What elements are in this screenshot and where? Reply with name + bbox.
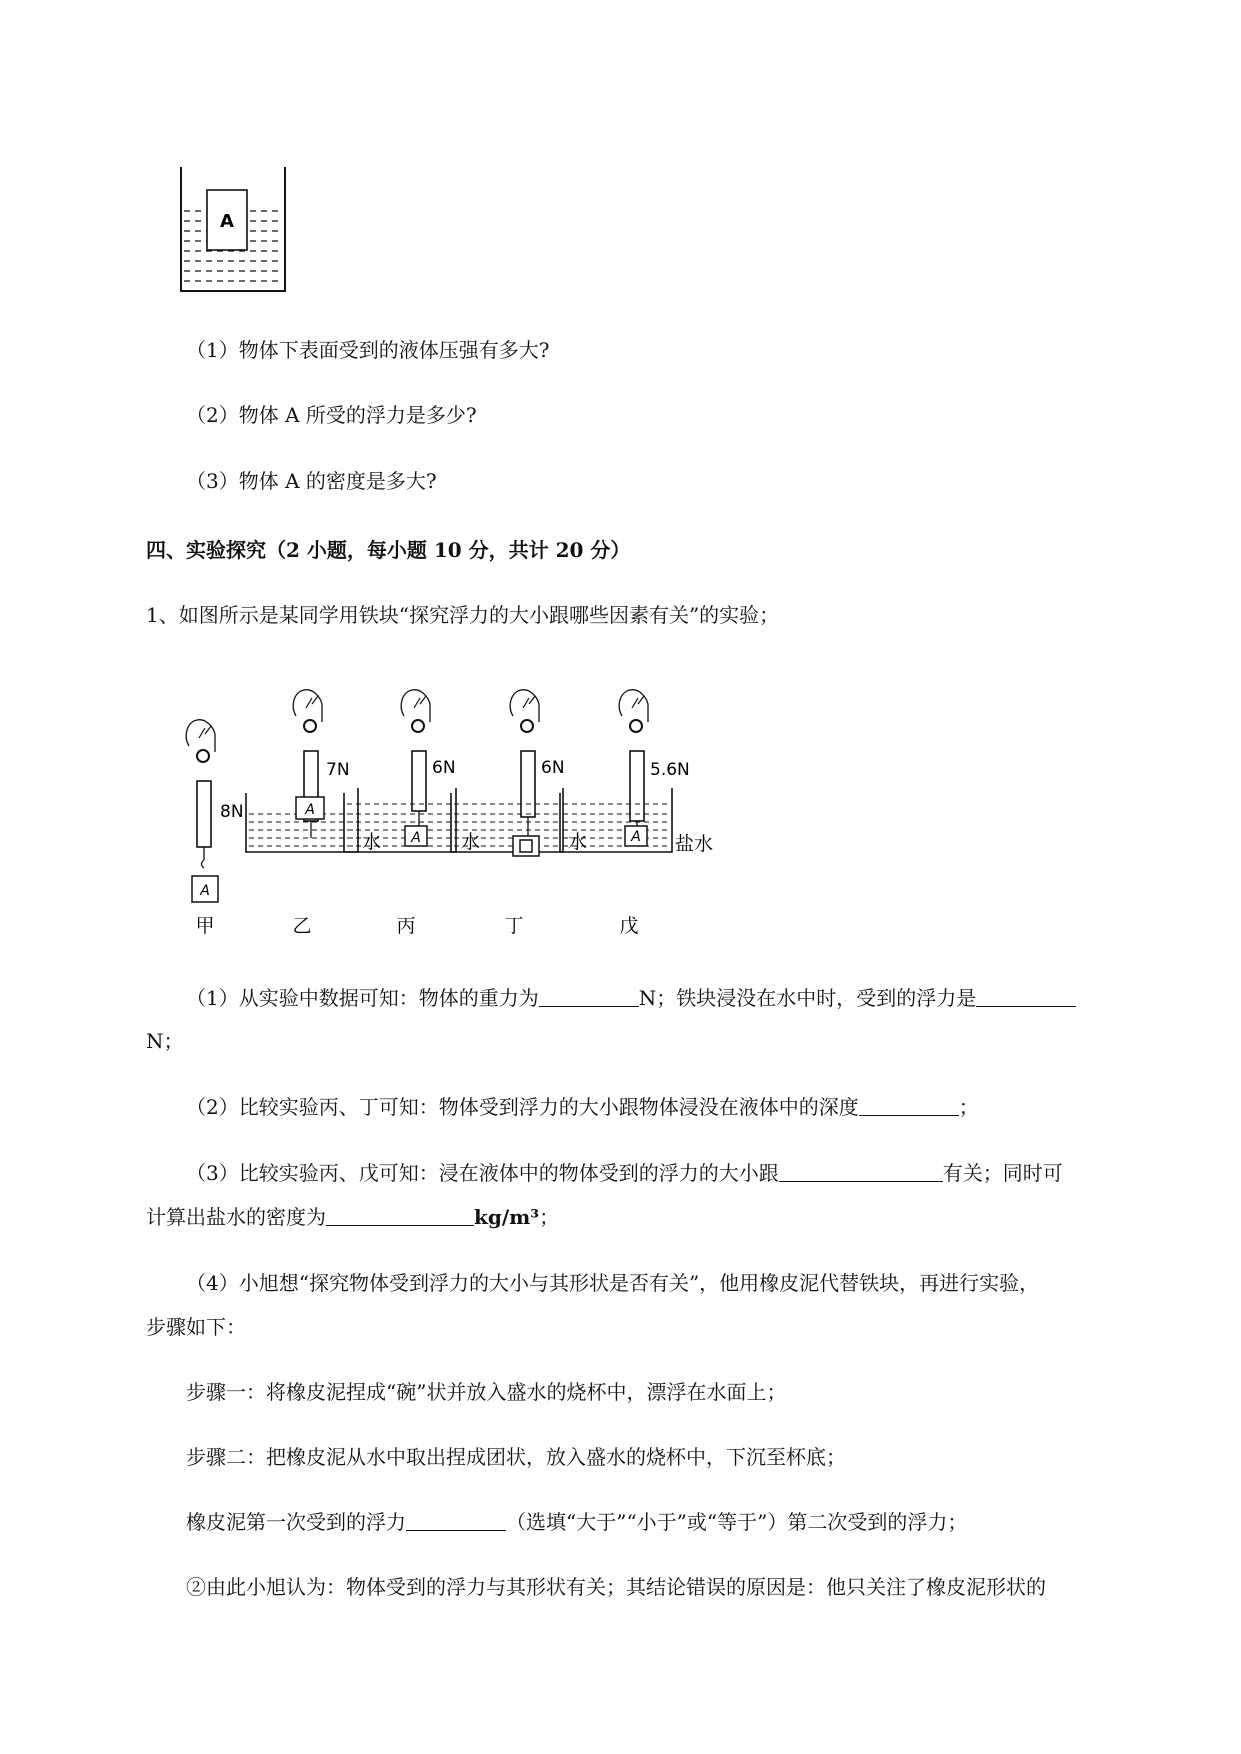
sub4-question2: ②由此小旭认为：物体受到的浮力与其形状有关；其结论错误的原因是：他只关注了橡皮泥形状的 [186, 1575, 1046, 1599]
sub4-line2: 步骤如下： [146, 1315, 246, 1339]
blank-factor[interactable] [779, 1159, 943, 1182]
liquid-bing: 水 [461, 831, 481, 853]
setup-yi [246, 690, 381, 937]
liquid-wu: 盐水 [675, 833, 714, 855]
reading-ding: 6N [541, 758, 565, 778]
reading-bing: 6N [432, 758, 456, 778]
blank-compare[interactable] [406, 1508, 506, 1531]
density-unit: kg/m³ [474, 1205, 540, 1229]
reading-wu: 5.6N [650, 760, 690, 780]
sub4-question1: 橡皮泥第一次受到的浮力 （选填“大于”“小于”或“等于”）第二次受到的浮力； [186, 1510, 968, 1534]
problem-stem: 1、如图所示是某同学用铁块“探究浮力的大小跟哪些因素有关”的实验； [146, 603, 780, 627]
svg-text:A: A [631, 829, 641, 845]
liquid-yi: 水 [362, 831, 382, 853]
caption-wu: 戊 [619, 915, 639, 937]
caption-jia: 甲 [195, 915, 215, 937]
svg-text:A: A [411, 830, 421, 846]
setup-ding [451, 690, 587, 937]
caption-bing: 丙 [396, 915, 416, 937]
blank-density[interactable] [326, 1203, 474, 1226]
caption-yi: 乙 [292, 915, 312, 937]
blank-buoyancy[interactable] [976, 984, 1076, 1007]
liquid-ding: 水 [568, 831, 588, 853]
figure-beaker-block-a [170, 165, 300, 297]
reading-yi: 7N [326, 760, 350, 780]
sub3-line2: 计算出盐水的密度为 kg/m³； [146, 1205, 560, 1229]
svg-text:A: A [200, 883, 210, 899]
block-a-label: A [220, 211, 234, 232]
sub1-line2: N； [146, 1029, 184, 1053]
sub2-line: （2）比较实验丙、丁可知：物体受到浮力的大小跟物体浸没在液体中的深度 ； [186, 1095, 979, 1119]
sub4-line1: （4）小旭想“探究物体受到浮力的大小与其形状是否有关”，他用橡皮泥代替铁块，再进行实验， [186, 1271, 1040, 1295]
setup-bing [344, 690, 480, 937]
sub3-line1: （3）比较实验丙、戊可知：浸在液体中的物体受到的浮力的大小跟 有关；同时可 [186, 1161, 1063, 1185]
question-3: （3）物体 A 的密度是多大? [186, 469, 437, 493]
question-2: （2）物体 A 所受的浮力是多少? [186, 403, 477, 427]
blank-weight[interactable] [539, 984, 639, 1007]
figure-spring-scale-experiment [170, 680, 730, 940]
step-2: 步骤二：把橡皮泥从水中取出捏成团状，放入盛水的烧杯中，下沉至杯底； [186, 1445, 846, 1469]
section-heading: 四、实验探究（2 小题，每小题 10 分，共计 20 分） [146, 538, 631, 562]
sub1-line1: （1）从实验中数据可知：物体的重力为 N；铁块浸没在水中时，受到的浮力是 [186, 984, 1076, 1012]
reading-jia: 8N [220, 802, 244, 822]
blank-depth[interactable] [859, 1093, 959, 1116]
setup-wu [560, 690, 713, 937]
svg-text:A: A [305, 802, 315, 818]
setup-jia [186, 720, 243, 937]
step-1: 步骤一：将橡皮泥捏成“碗”状并放入盛水的烧杯中，漂浮在水面上； [186, 1380, 787, 1404]
question-1: （1）物体下表面受到的液体压强有多大? [186, 338, 550, 362]
caption-ding: 丁 [504, 915, 524, 937]
